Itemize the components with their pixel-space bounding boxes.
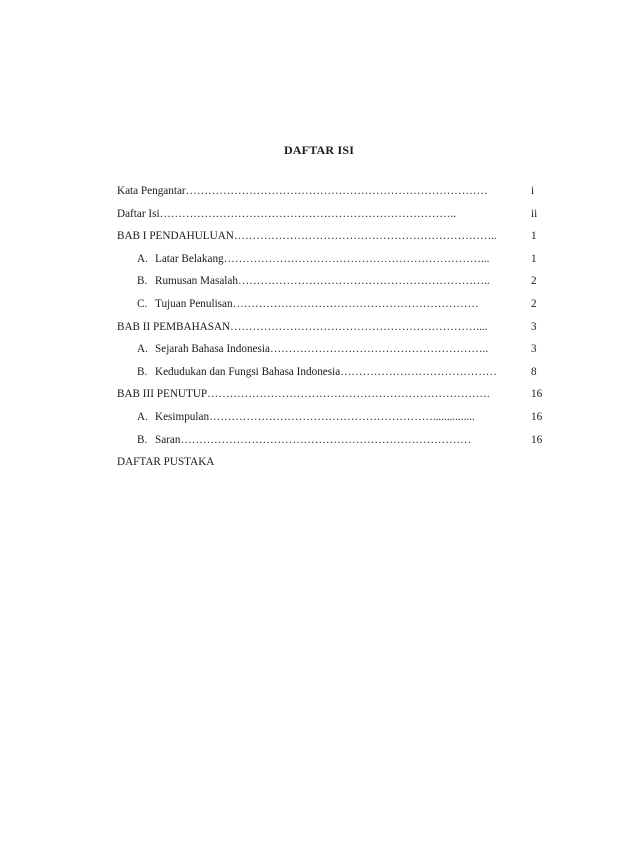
page-title: DAFTAR ISI <box>283 143 355 157</box>
toc-row-saran <box>117 429 557 452</box>
toc-label: Tujuan Penulisan <box>155 297 233 310</box>
toc-leader: ………………………………………………………….... <box>230 320 488 333</box>
toc-page-number: i <box>531 185 535 197</box>
toc-item-number: B. <box>137 365 148 378</box>
toc-label: Rumusan Masalah <box>155 275 238 288</box>
toc-label: Saran <box>155 433 181 446</box>
toc-page-number: 3 <box>531 320 537 333</box>
toc-leader: …………………………………………………………………….. <box>159 207 457 220</box>
toc-page-number: 16 <box>531 410 543 423</box>
toc-page-number: 1 <box>531 252 537 265</box>
toc-label: Kata Pengantar <box>117 185 186 197</box>
toc-leader: …………………………………… <box>340 365 497 378</box>
toc-label: BAB III PENUTUP <box>117 388 208 401</box>
toc-label: BAB I PENDAHULUAN <box>117 230 234 243</box>
toc-label: Daftar Isi <box>117 207 160 220</box>
toc-row-rumusan-masalah <box>117 270 557 293</box>
toc-item-number: B. <box>137 275 148 288</box>
toc-label: BAB II PEMBAHASAN <box>117 320 231 333</box>
toc-leader: ……………………………………………………………………… <box>185 185 488 197</box>
toc-leader: ………………………………………………….. <box>269 343 489 356</box>
toc-row-bab-2 <box>117 316 557 339</box>
toc-label: DAFTAR PUSTAKA <box>117 456 215 469</box>
toc-page-number: 8 <box>531 365 537 378</box>
toc-page-number: 3 <box>531 343 537 356</box>
toc-row-latar-belakang <box>117 248 557 271</box>
toc-page-number: ii <box>531 207 538 220</box>
toc-item-number: A. <box>137 252 148 265</box>
toc-row-daftar-pustaka <box>117 451 557 474</box>
toc-row-kata-pengantar <box>117 180 557 203</box>
toc-page-number: 2 <box>531 275 537 288</box>
toc-page-number: 16 <box>531 433 543 446</box>
toc-leader: ………………………………………………………….. <box>237 275 490 288</box>
toc-label: Latar Belakang <box>155 252 224 265</box>
toc-item-number: C. <box>137 297 148 310</box>
toc-row-bab-1 <box>117 225 557 248</box>
table-of-contents <box>117 180 557 474</box>
toc-label: Sejarah Bahasa Indonesia <box>155 343 270 356</box>
toc-leader: …………………………………………………………….. <box>233 230 497 243</box>
toc-label: Kedudukan dan Fungsi Bahasa Indonesia <box>155 365 341 378</box>
toc-item-number: A. <box>137 410 148 423</box>
toc-leader: ……………………………………………………............... <box>209 410 475 423</box>
toc-item-number: A. <box>137 343 148 356</box>
toc-leader: …………………………………………………………………… <box>180 433 472 446</box>
toc-leader: …………………………………………………………………. <box>207 388 490 401</box>
toc-row-daftar-isi <box>117 203 557 226</box>
toc-page-number: 2 <box>531 297 537 310</box>
toc-row-kesimpulan <box>117 406 557 429</box>
toc-page-number: 1 <box>531 230 537 243</box>
toc-label: Kesimpulan <box>155 410 210 423</box>
toc-row-bab-3 <box>117 383 557 406</box>
toc-leader: ………………………………………………………… <box>232 297 479 310</box>
toc-row-sejarah <box>117 338 557 361</box>
toc-item-number: B. <box>137 433 148 446</box>
toc-leader: ……………………………………………………………... <box>223 252 490 265</box>
toc-row-kedudukan <box>117 361 557 384</box>
toc-row-tujuan-penulisan <box>117 293 557 316</box>
toc-page-number: 16 <box>531 388 543 401</box>
